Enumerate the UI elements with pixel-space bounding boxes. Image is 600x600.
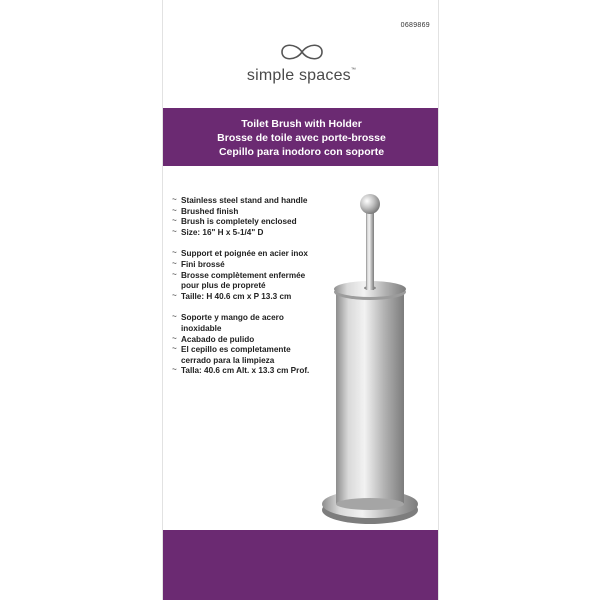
brand-logo xyxy=(163,40,439,85)
list-item: ~ Brosse complètement enfermée pour plus de propreté xyxy=(172,271,322,292)
list-item: ~ Soporte y mango de acero inoxidable xyxy=(172,313,322,334)
list-item: ~ Size: 16" H x 5-1/4" D xyxy=(172,228,322,239)
list-item: ~ El cepillo es completamente cerrado para la limpieza xyxy=(172,345,322,366)
features-english xyxy=(172,196,322,238)
list-item: ~ Stainless steel stand and handle xyxy=(172,196,322,207)
list-item: ~ Taille: H 40.6 cm x P 13.3 cm xyxy=(172,292,322,303)
title-french: Brosse de toile avec porte-brosse xyxy=(217,132,386,144)
features-french xyxy=(172,249,322,302)
list-item: ~ Talla: 40.6 cm Alt. x 13.3 cm Prof. xyxy=(172,366,322,377)
sku-number: 0689869 xyxy=(400,22,430,29)
brand-name: simple spaces™ xyxy=(246,67,357,84)
list-item: ~ Brush is completely enclosed xyxy=(172,217,322,228)
toilet-brush-holder-image xyxy=(310,180,430,530)
title-english: Toilet Brush with Holder xyxy=(241,118,362,130)
list-item: ~ Brushed finish xyxy=(172,207,322,218)
list-item: ~ Support et poignée en acier inox xyxy=(172,249,322,260)
infinity-loop-icon xyxy=(274,40,330,64)
bottom-color-band xyxy=(163,530,439,600)
feature-list xyxy=(172,196,322,388)
list-item: ~ Fini brossé xyxy=(172,260,322,271)
product-package-card xyxy=(162,0,439,600)
title-spanish: Cepillo para inodoro con soporte xyxy=(218,146,385,158)
product-title-band xyxy=(163,108,439,166)
list-item: ~ Acabado de pulido xyxy=(172,335,322,346)
features-spanish xyxy=(172,313,322,377)
